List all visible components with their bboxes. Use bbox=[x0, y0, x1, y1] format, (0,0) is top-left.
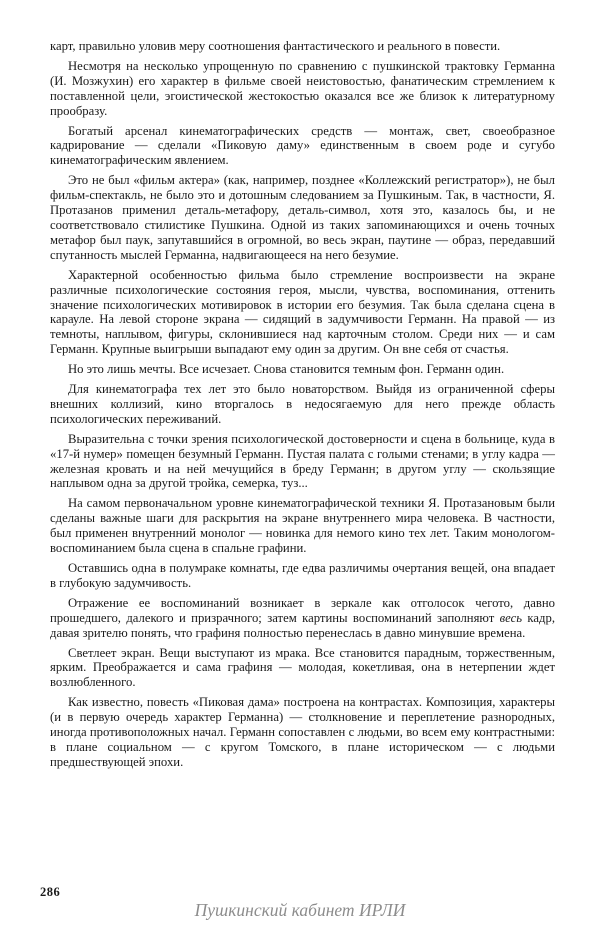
paragraph-3: Богатый арсенал кинематографических средств — монтаж, свет, своеобразное кадрирование — сделали «Пиковую даму» единственным в своем роде и сугубо кинематографическим явлением. bbox=[50, 123, 555, 168]
page-number: 286 bbox=[40, 885, 61, 899]
paragraph-9: На самом первоначальном уровне кинематографической техники Я. Протазановым были сделаны важные шаги для раскрытия на экране внутреннего мира человека. В частности, был применен внутренний монолог — новинка для немого кино тех лет. Таким монологом-воспоминанием была сцена в спальне графини. bbox=[50, 496, 555, 556]
paragraph-1: карт, правильно уловив меру соотношения фантастического и реального в повести. bbox=[50, 39, 501, 53]
paragraph-5: Характерной особенностью фильма было стремление воспроизвести на экране различные психологические состояния героя, мысли, чувства, воспоминания, оттенить значение психологических мотивировок в истории его безумия. Так была сделана сцена в карауле. На левой стороне экрана — сидящий в задумчивости Германн. На правой — из темноты, наплывом, фигуры, склонившиеся над карточным столом. Среди них — и сам Германн. Крупные выигрыши выпадают ему один за другим. Он вне себя от счастья. bbox=[50, 267, 555, 357]
paragraph-6: Но это лишь мечты. Все исчезает. Снова становится темным фон. Германн один. bbox=[68, 362, 505, 377]
paragraph-11: Отражение ее воспоминаний возникает в зеркале как отголосок чегото, давно прошедшего, далекого и призрачного; затем картины воспоминаний заполняют весь кадр, давая зрителю понять, что графиня полностью перенеслась в давно минувшие времена. bbox=[50, 595, 556, 640]
paragraph-7: Для кинематографа тех лет это было новаторством. Выйдя из ограниченной сферы внешних коллизий, кино вторгалось в недосягаемую для него прежде область психологических переживаний. bbox=[50, 382, 555, 426]
emphasis-word: весь bbox=[499, 610, 523, 625]
page-body bbox=[50, 39, 555, 775]
paragraph-13: Как известно, повесть «Пиковая дама» построена на контрастах. Композиция, характеры (и в первую очередь характер Германна) — столкновение и переплетение разнородных, иногда противоположных начал. Германн сопоставлен с людьми, во всем ему контрастными: в плане социальном — с кругом Томского, в плане историческом — с людьми предшествующей эпохи. bbox=[50, 695, 555, 769]
watermark: Пушкинский кабинет ИРЛИ bbox=[194, 900, 406, 920]
paragraph-2: Несмотря на несколько упрощенную по сравнению с пушкинской трактовку Германна (И. Мозжухин) его характер в фильме своей неистовостью, фанатическим стремлением к поставленной цели, эгоистической жестокостью оказался все же близок к литературному прообразу. bbox=[50, 58, 555, 118]
paragraph-10: Оставшись одна в полумраке комнаты, где едва различимы очертания вещей, она впадает в глубокую задумчивость. bbox=[50, 561, 555, 590]
paragraph-12: Светлеет экран. Вещи выступают из мрака. Все становится парадным, торжественным, ярким. Преображается и сама графиня — молодая, кокетливая, она в нетерпении ждет возлюбленного. bbox=[50, 645, 555, 690]
paragraph-8: Выразительна с точки зрения психологической достоверности и сцена в больнице, куда в «17-й нумер» помещен безумный Германн. Пустая палата с голыми стенами; в углу кадра — железная кровать и на ней мечущийся в бреду Германн; в другом углу — скользящие наплывом одна за другой тройка, семерка, туз... bbox=[50, 431, 555, 491]
paragraph-4: Это не был «фильм актера» (как, например, позднее «Коллежский регистратор»), не был фильм-спектакль, не было это и дотошным следованием за Пушкиным. Так, в частности, Я. Протазанов применил деталь-метафору, деталь-символ, хотя это, казалось бы, и не соответствовало стилистике Пушкина. Одной из таких запоминающихся и очень точных метафор был паук, запутавшийся в огромной, во весь экран, паутине — образ, передавший спутанность мыслей Германна, надвигающееся на него безумие. bbox=[50, 173, 555, 262]
